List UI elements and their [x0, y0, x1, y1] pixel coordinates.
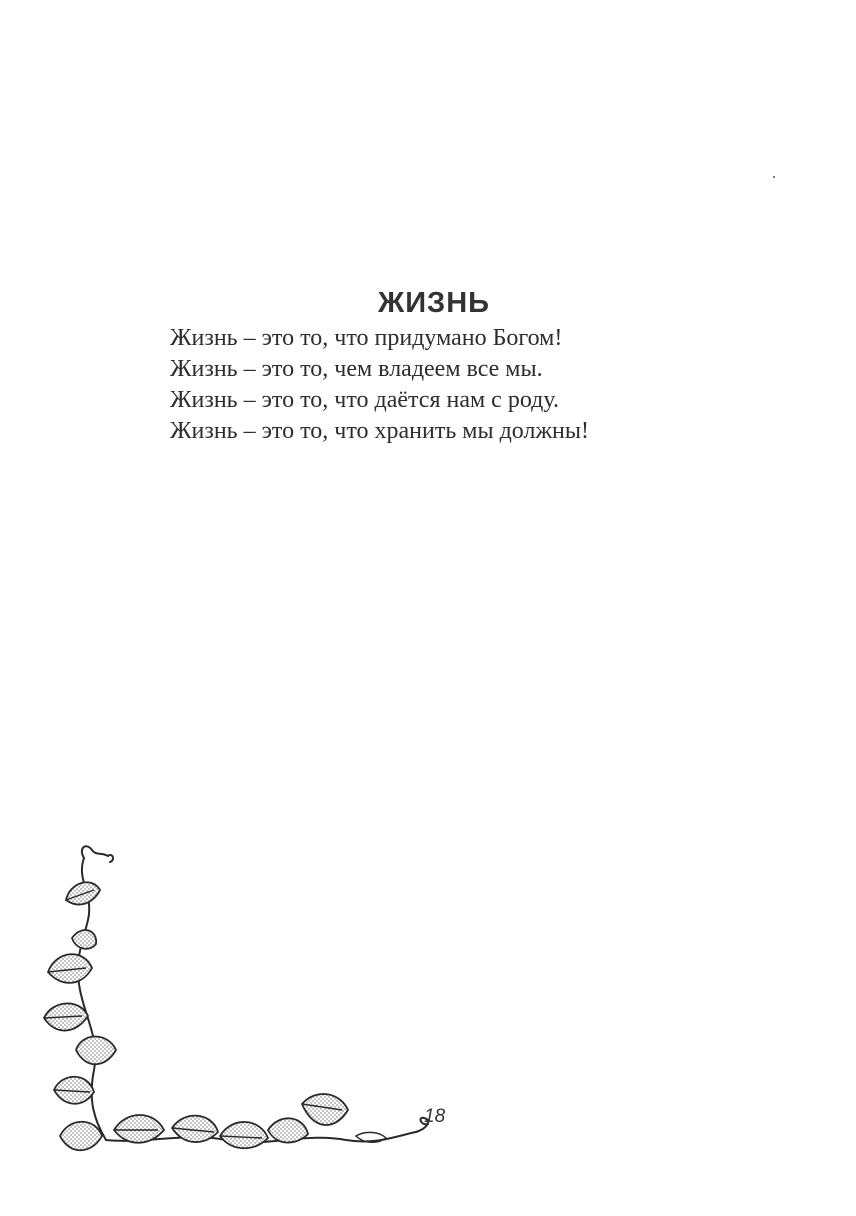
vine-ornament-icon	[36, 840, 496, 1180]
poem-body	[170, 323, 589, 447]
poem-line: Жизнь – это то, чем владеем все мы.	[170, 356, 543, 382]
poem-line: Жизнь – это то, что хранить мы должны!	[170, 418, 590, 444]
print-speck	[773, 176, 775, 178]
poem-line: Жизнь – это то, что придумано Богом!	[170, 325, 563, 351]
poem-line: Жизнь – это то, что даётся нам с роду.	[170, 387, 559, 413]
page-number: 18	[424, 1106, 446, 1127]
poem-title: ЖИЗНЬ	[377, 287, 490, 320]
